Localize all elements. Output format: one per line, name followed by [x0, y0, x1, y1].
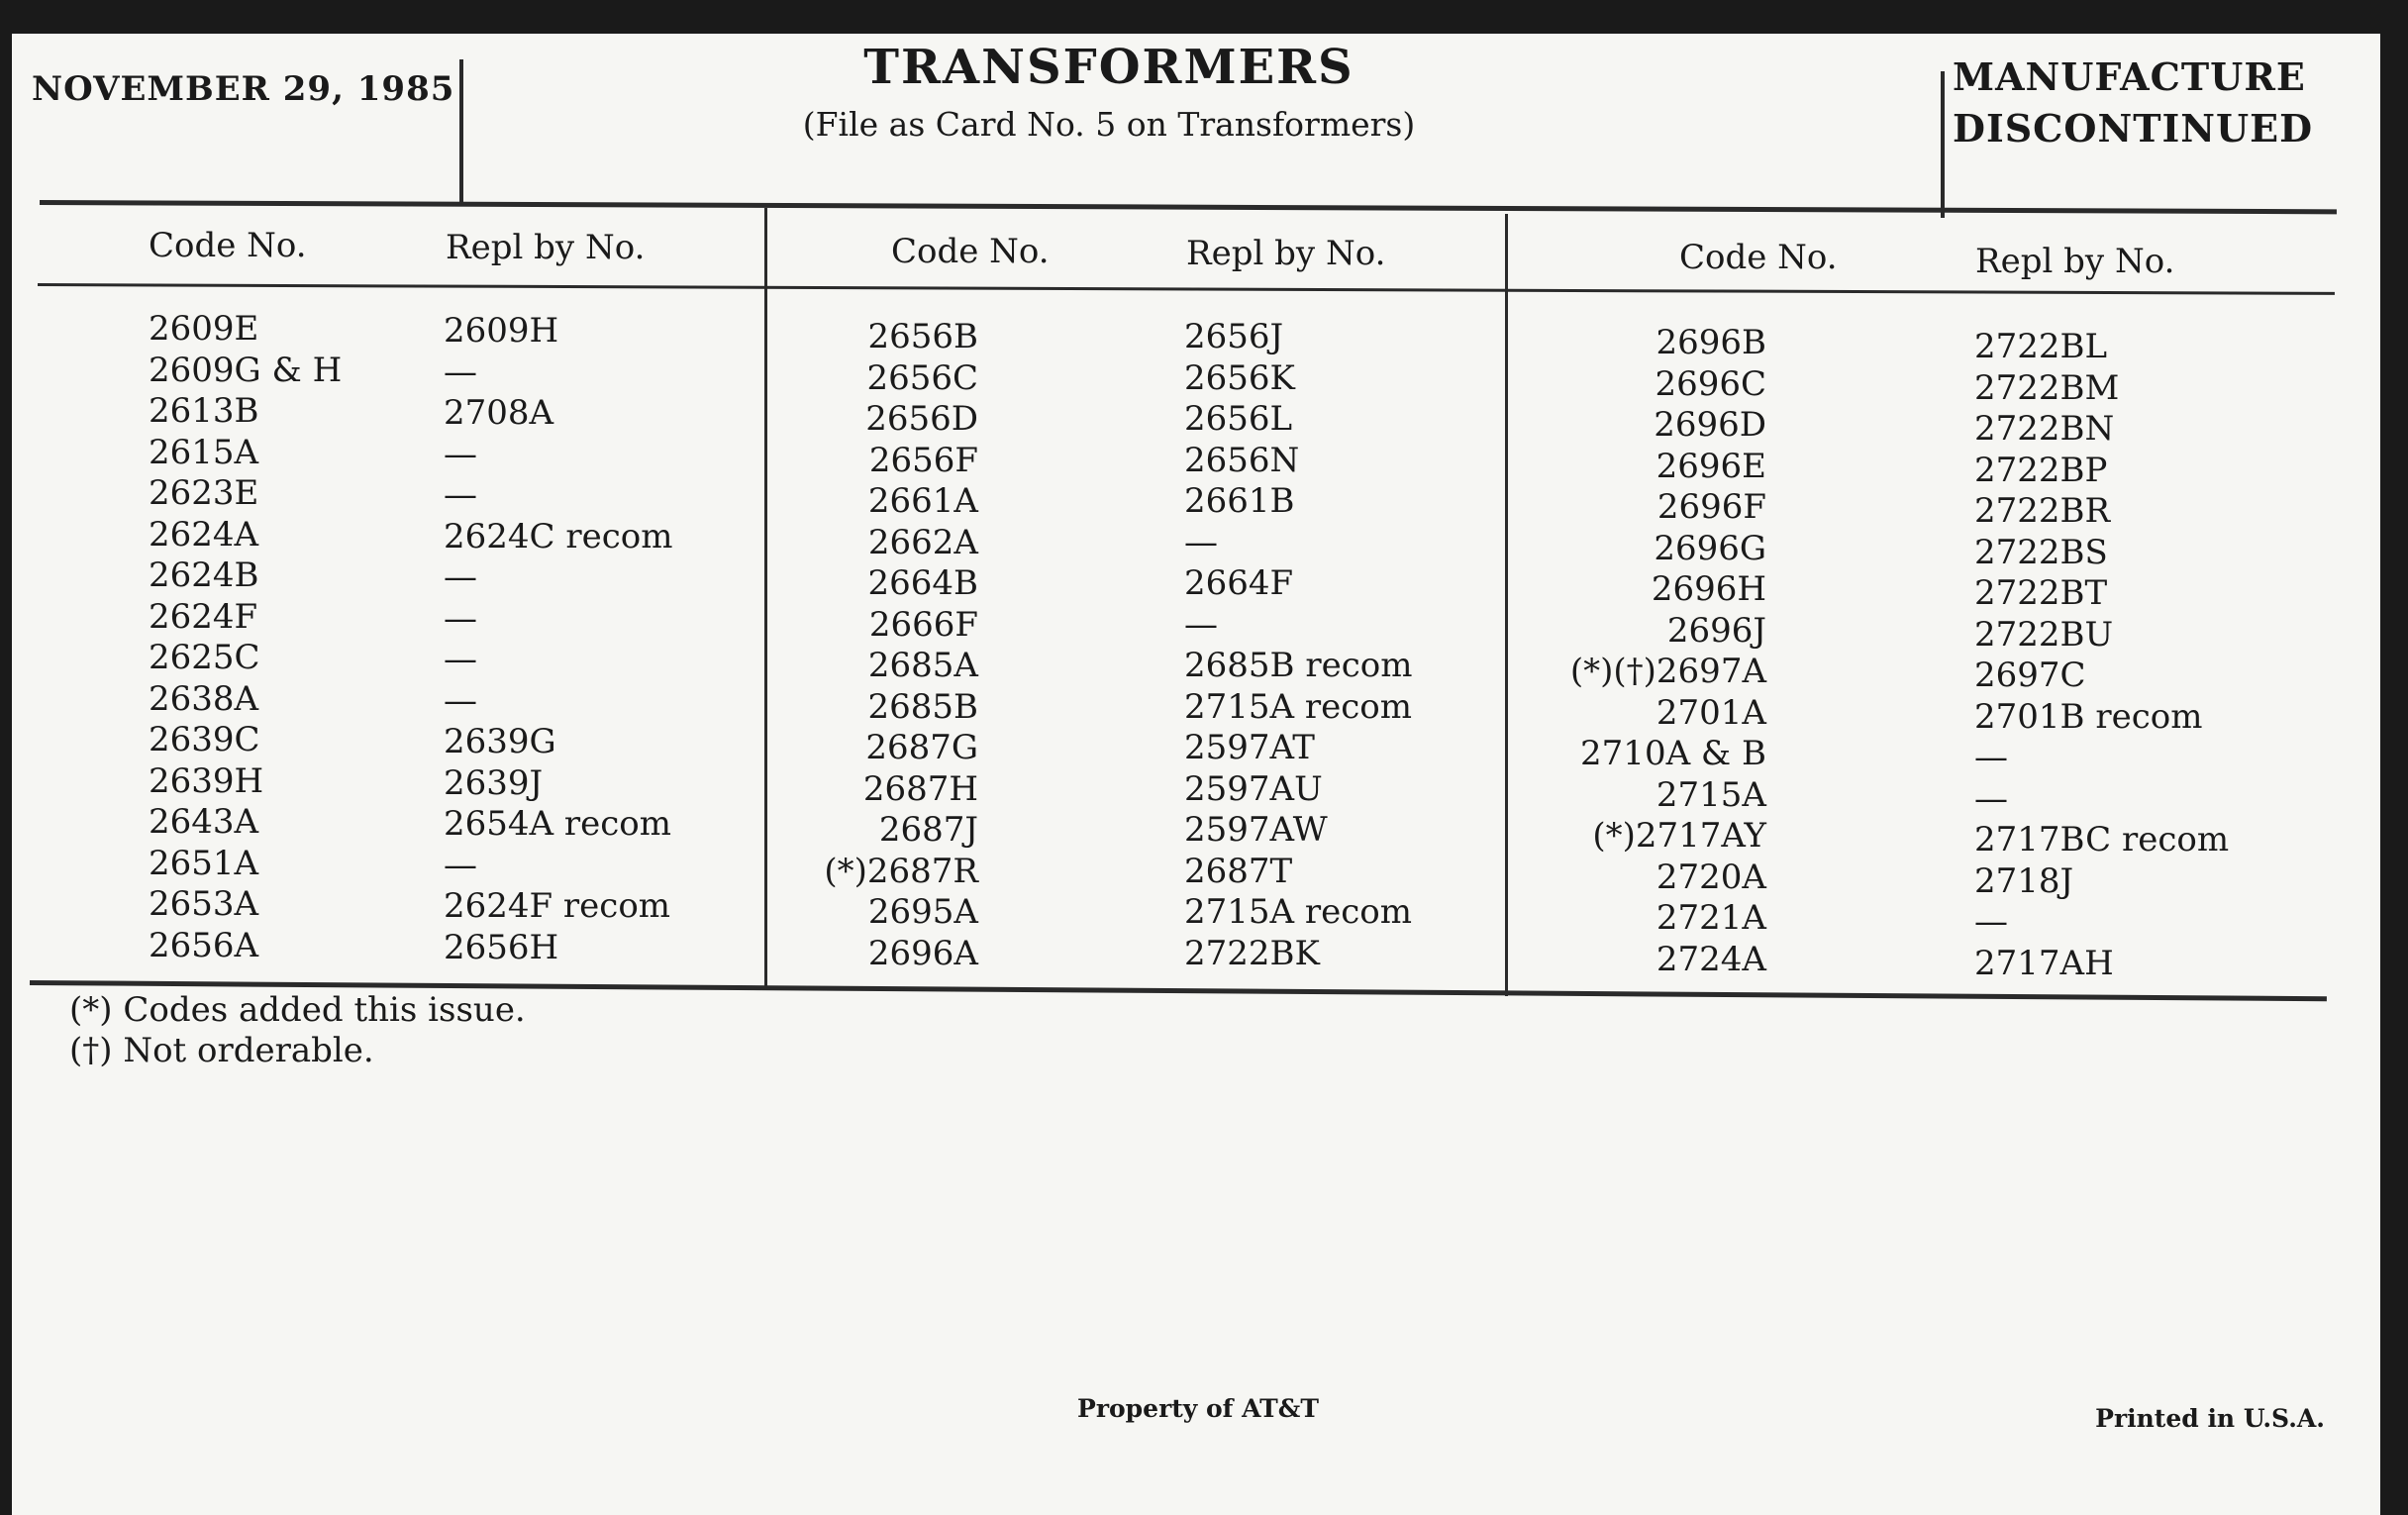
code-cell: 2639H — [149, 760, 264, 801]
table-divider-2 — [1505, 214, 1508, 996]
code-cell: 2724A — [1656, 939, 1766, 979]
replacement-cell: 2697C — [1974, 656, 2086, 695]
column-header-code-2: Code No. — [891, 232, 1050, 271]
code-cell: 2687G — [865, 728, 978, 767]
page-title: TRANSFORMERS — [863, 40, 1354, 95]
code-cell: 2664B — [867, 563, 978, 603]
replacement-cell: 2701B recom — [1974, 696, 2203, 737]
replacement-cell: — — [444, 475, 477, 515]
status-label — [1953, 51, 2313, 154]
replacement-cell: 2722BK — [1184, 933, 1320, 973]
table-divider-1 — [764, 208, 767, 990]
code-cell: (*)(†)2697A — [1569, 652, 1766, 691]
replacement-cell: 2722BP — [1974, 450, 2108, 490]
column-header-repl-3: Repl by No. — [1975, 242, 2175, 281]
printed-notice: Printed in U.S.A. — [2095, 1404, 2325, 1433]
code-cell: 2666F — [868, 604, 978, 645]
issue-date: NOVEMBER 29, 1985 — [32, 69, 455, 109]
replacement-cell: 2715A recom — [1184, 686, 1413, 727]
code-cell: 2656A — [149, 925, 259, 965]
code-cell: 2609E — [149, 309, 259, 349]
code-cell: 2696E — [1656, 446, 1766, 486]
replacement-cell: — — [444, 434, 477, 474]
status-line-2: DISCONTINUED — [1953, 106, 2314, 151]
replacement-cell: — — [444, 640, 477, 679]
replacement-cell: 2722BM — [1974, 367, 2120, 408]
replacement-cell: 2597AW — [1184, 810, 1328, 850]
replacement-cell: 2639G — [444, 722, 556, 761]
code-list-2 — [792, 317, 978, 974]
replacement-cell: 2722BR — [1974, 491, 2111, 531]
code-cell: 2695A — [867, 892, 978, 932]
code-cell: 2656F — [868, 440, 978, 480]
replacement-cell: 2656N — [1184, 440, 1300, 480]
replacement-cell: 2656J — [1184, 317, 1284, 356]
code-cell: 2715A — [1656, 774, 1766, 815]
column-header-code-1: Code No. — [149, 226, 307, 265]
replacement-cell: — — [1974, 778, 2008, 819]
replacement-cell: 2609H — [444, 311, 559, 351]
replacement-cell: 2664F — [1184, 563, 1294, 603]
code-cell: 2624B — [149, 556, 259, 595]
replacement-cell: 2597AU — [1184, 768, 1323, 809]
code-cell: 2696H — [1651, 569, 1766, 609]
code-cell: 2623E — [149, 473, 259, 513]
code-cell: 2696D — [1654, 405, 1766, 445]
code-cell: 2721A — [1656, 898, 1766, 938]
code-cell: 2651A — [149, 843, 259, 883]
replacement-cell: 2715A recom — [1184, 892, 1413, 932]
property-notice: Property of AT&T — [1077, 1394, 1319, 1423]
replacement-cell: — — [1184, 522, 1218, 562]
replacement-cell: 2687T — [1184, 851, 1293, 891]
replacement-cell: 2656K — [1184, 357, 1295, 398]
code-cell: 2656D — [865, 399, 978, 439]
code-cell: 2696F — [1656, 487, 1766, 527]
replacement-cell: 2718J — [1974, 860, 2074, 901]
column-header-repl-1: Repl by No. — [446, 228, 646, 267]
code-list-3 — [1545, 323, 1766, 980]
replacement-cell: 2624F recom — [444, 886, 671, 926]
replacement-cell: 2717AH — [1974, 943, 2114, 983]
replacement-cell: — — [444, 598, 477, 639]
code-cell: 2656C — [866, 357, 978, 398]
replacement-cell: 2722BN — [1974, 409, 2115, 449]
replacement-cell: 2661B — [1184, 481, 1295, 521]
code-cell: 2638A — [149, 678, 259, 719]
code-cell: 2687H — [862, 768, 978, 809]
code-cell: 2639C — [149, 720, 260, 759]
footnote-added: (*) Codes added this issue. — [69, 990, 526, 1030]
replacement-cell: — — [1184, 604, 1218, 645]
code-cell: 2685B — [867, 686, 978, 727]
replacement-cell: — — [444, 845, 477, 885]
footnotes — [69, 990, 526, 1071]
code-cell: 2615A — [149, 432, 259, 472]
code-cell: 2710A & B — [1580, 734, 1766, 773]
code-cell: 2624A — [149, 514, 259, 555]
code-cell: 2662A — [867, 522, 978, 562]
replacement-cell: 2656H — [444, 927, 559, 967]
replacement-cell: — — [1974, 738, 2008, 777]
code-cell: 2696C — [1655, 363, 1766, 404]
code-cell: 2701A — [1656, 692, 1766, 733]
code-cell: 2696B — [1656, 323, 1766, 362]
replacement-cell: 2639J — [444, 762, 544, 803]
code-cell: (*)2717AY — [1592, 816, 1766, 856]
replacement-cell: — — [444, 557, 477, 597]
code-cell: 2687J — [878, 810, 978, 850]
code-cell: 2685A — [867, 646, 978, 685]
replacement-cell: — — [1974, 902, 2008, 942]
code-cell: 2609G & H — [149, 350, 343, 390]
repl-list-2 — [1184, 317, 1412, 974]
code-cell: 2613B — [149, 391, 259, 431]
header-divider-left — [459, 59, 463, 204]
repl-list-1 — [444, 311, 672, 968]
replacement-cell: 2654A recom — [444, 804, 672, 844]
replacement-cell: 2722BU — [1974, 614, 2114, 655]
code-cell: 2653A — [149, 884, 259, 924]
header-divider-right — [1941, 71, 1945, 218]
replacement-cell: 2717BC recom — [1974, 820, 2230, 859]
code-cell: 2720A — [1656, 857, 1766, 897]
replacement-cell: 2722BT — [1974, 573, 2108, 613]
code-list-1 — [149, 309, 342, 966]
code-cell: 2696G — [1654, 528, 1766, 568]
code-cell: 2696J — [1666, 610, 1766, 651]
replacement-cell: 2624C recom — [444, 516, 673, 556]
replacement-cell: 2685B recom — [1184, 646, 1413, 685]
footnote-not-orderable: (†) Not orderable. — [69, 1031, 374, 1070]
code-cell: 2625C — [149, 638, 260, 677]
replacement-cell: 2722BL — [1974, 327, 2108, 366]
code-cell: (*)2687R — [824, 851, 978, 891]
code-cell: 2624F — [149, 596, 258, 637]
code-cell: 2656B — [867, 317, 978, 356]
replacement-cell: 2597AT — [1184, 728, 1315, 767]
column-header-code-3: Code No. — [1679, 238, 1838, 277]
code-cell: 2643A — [149, 802, 259, 842]
code-cell: 2696A — [867, 933, 978, 973]
page-subtitle: (File as Card No. 5 on Transformers) — [802, 105, 1416, 144]
status-line-1: MANUFACTURE — [1953, 54, 2306, 99]
replacement-cell: — — [444, 352, 477, 392]
repl-list-3 — [1974, 327, 2229, 984]
scan-edge — [2380, 34, 2408, 1515]
replacement-cell: 2722BS — [1974, 532, 2108, 572]
replacement-cell: 2656L — [1184, 399, 1293, 439]
replacement-cell: 2708A — [444, 393, 554, 433]
column-header-repl-2: Repl by No. — [1186, 234, 1386, 273]
replacement-cell: — — [444, 680, 477, 721]
code-cell: 2661A — [867, 481, 978, 521]
